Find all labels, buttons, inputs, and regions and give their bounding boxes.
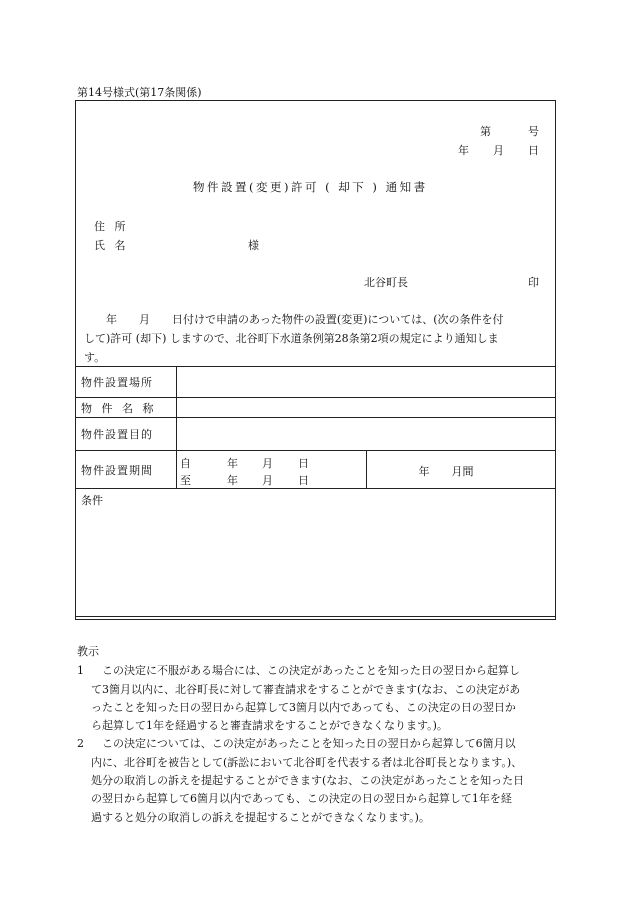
- table-row-period: [76, 451, 556, 489]
- period-duration: 年 月間: [418, 465, 474, 478]
- to-day: 日: [298, 474, 309, 487]
- instruction-2-line-2: 内に、北谷町を被告として(訴訟において北谷町を代表する者は北谷町長となります。)、: [91, 755, 523, 769]
- instruction-item-2: [77, 735, 557, 826]
- instruction-2-line-1: この決定については、この決定があったことを知った日の翌日から起算して6箇月以: [91, 737, 516, 751]
- instruction-1-line-1: この決定に不服がある場合には、この決定があったことを知った日の翌日から起算し: [91, 664, 520, 678]
- honorific-sama: 様: [248, 239, 259, 252]
- address-label: 住 所: [94, 220, 129, 233]
- purpose-value: [177, 418, 556, 451]
- table-row-name: [76, 398, 556, 418]
- purpose-label: 物件設置目的: [76, 418, 177, 451]
- item-name-label: 物 件 名 称: [76, 398, 177, 418]
- instruction-number-2: 2: [77, 737, 84, 751]
- permit-info-table: [75, 366, 556, 617]
- period-dates-cell: [177, 451, 367, 489]
- location-value: [177, 367, 556, 398]
- instructions-heading: 教示: [77, 645, 99, 658]
- period-duration-cell: [366, 451, 556, 489]
- instruction-2-line-4: の翌日から起算して6箇月以内であっても、この決定の日の翌日から起算して1年を経: [91, 792, 512, 806]
- body-line-2: して)許可 (却下) しますので、北谷町下水道条例第28条第2項の規定により通知しま: [84, 332, 499, 345]
- item-name-value: [177, 398, 556, 418]
- instruction-1-line-2: て3箇月以内に、北谷町長に対して審査請求をすることができます(なお、この決定があ: [91, 682, 521, 696]
- instruction-2-line-3: 処分の取消しの訴えを提起することができます(なお、この決定があったことを知った日: [91, 774, 525, 788]
- location-label: 物件設置場所: [76, 367, 177, 398]
- from-month: 月: [262, 457, 273, 470]
- to-char: 至: [180, 474, 191, 487]
- conditions-cell: [76, 489, 556, 617]
- from-char: 自: [180, 457, 191, 470]
- number-prefix: 第: [480, 125, 491, 138]
- to-year: 年: [227, 474, 238, 487]
- body-line-1: 年 月 日付けで申請のあった物件の設置(変更)については、(次の条件を付: [84, 313, 504, 326]
- instruction-number-1: 1: [77, 664, 84, 678]
- form-number-label: 第14号様式(第17条関係): [77, 86, 202, 99]
- date-day: 日: [528, 144, 539, 157]
- instruction-2-line-5: 過すると処分の取消しの訴えを提起することができなくなります。)。: [91, 810, 430, 824]
- table-row-purpose: [76, 418, 556, 451]
- document-title: 物件設置(変更)許可 ( 却下 ) 通知書: [193, 180, 428, 194]
- seal-mark: 印: [528, 276, 539, 289]
- appeal-instructions: [77, 643, 557, 827]
- number-suffix: 号: [528, 125, 539, 138]
- table-row-location: [76, 367, 556, 398]
- name-label: 氏 名: [94, 239, 129, 252]
- body-line-3: す。: [84, 351, 106, 364]
- instruction-1-line-4: ら起算して1年を経過すると審査請求をすることができなくなります。)。: [91, 719, 448, 733]
- from-year: 年: [227, 457, 238, 470]
- table-row-conditions: [76, 489, 556, 617]
- to-month: 月: [262, 474, 273, 487]
- instruction-1-line-3: ったことを知った日の翌日から起算して3箇月以内であっても、この決定の日の翌日か: [91, 700, 516, 714]
- issuer-name: 北谷町長: [364, 276, 408, 289]
- from-day: 日: [298, 457, 309, 470]
- instruction-item-1: [77, 662, 557, 735]
- period-label: 物件設置期間: [76, 451, 177, 489]
- date-year: 年: [458, 144, 469, 157]
- date-month: 月: [493, 144, 504, 157]
- conditions-label: 条件: [81, 494, 103, 507]
